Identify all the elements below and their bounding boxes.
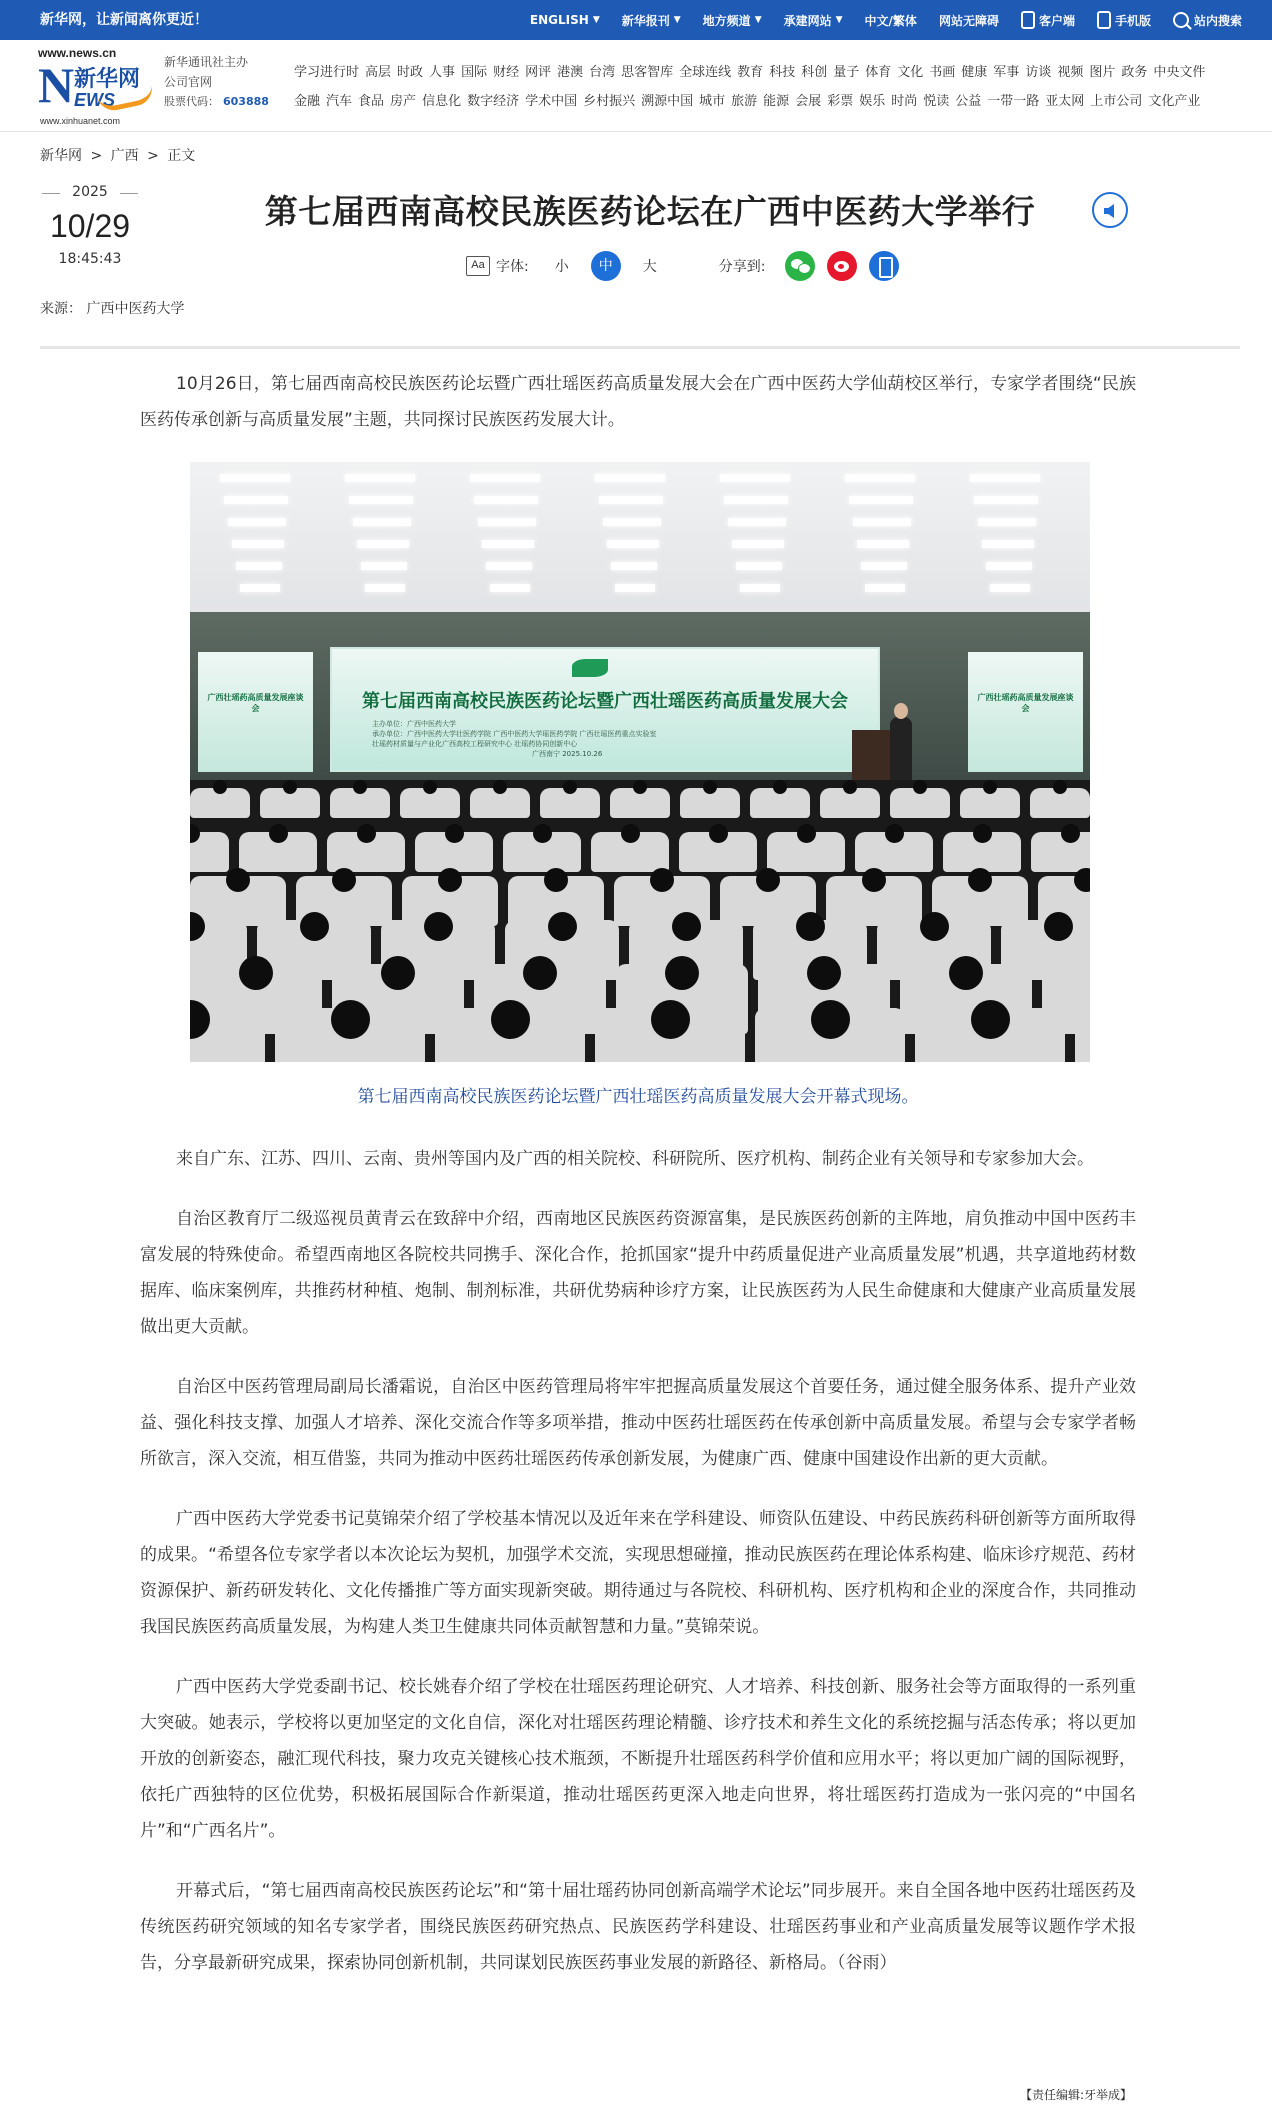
audience-head (773, 780, 787, 794)
audience-head (650, 868, 674, 892)
article-paragraph: 广西中医药大学党委书记莫锦荣介绍了学校基本情况以及近年来在学科建设、师资队伍建设、中药民族药科研创新等方面所取得的成果。“希望各位专家学者以本次论坛为契机，加强学术交流，实现思想碰撞，推动民族医药在理论体系构建、临床诊疗规范、药材资源保护、新药研发转化、文化传播推广等方面实现新突破。期待通过与各院校、科研机构、医疗机构和企业的深度合作，共同推动我国民族医药高质量发展，为构建人类卫生健康共同体贡献智慧和力量。”莫锦荣说。 (140, 1509, 1136, 1637)
nav-site-search[interactable] (1173, 12, 1242, 29)
ceiling-light (728, 518, 786, 526)
publish-year: 2025 (40, 184, 140, 200)
nav-simplified-traditional[interactable] (865, 12, 917, 29)
breadcrumb-sep: > (147, 148, 159, 164)
audience-head (756, 868, 780, 892)
channel-link[interactable]: 公益 (955, 94, 982, 109)
nav-client-app-label: 客户端 (1038, 13, 1075, 28)
speaker-icon (1104, 204, 1114, 218)
ceiling-light (228, 518, 286, 526)
ceiling-light (736, 562, 782, 570)
read-aloud-button[interactable] (1092, 192, 1128, 228)
screen-sub-line: 主办单位：广西中医药大学 (372, 720, 456, 728)
channel-link[interactable]: 高层 (365, 65, 392, 80)
channel-link[interactable]: 娱乐 (859, 94, 886, 109)
ceiling-light (986, 562, 1032, 570)
channel-link[interactable]: 食品 (358, 94, 385, 109)
audience-head (1053, 780, 1067, 794)
channel-link[interactable]: 中央文件 (1153, 65, 1206, 80)
audience-head (491, 1000, 530, 1039)
ceiling-light (220, 474, 290, 482)
ceiling-light (224, 496, 288, 504)
sponsor-info (164, 52, 274, 112)
channel-link[interactable]: 军事 (993, 65, 1020, 80)
audience-head (1044, 912, 1073, 941)
channel-link[interactable]: 全球连线 (679, 65, 732, 80)
stock-code (164, 92, 274, 112)
screen-sub-line: 壮瑶药材质量与产业化广西高校工程研究中心 壮瑶药协同创新中心 (372, 740, 578, 748)
screen-title: 第七届西南高校民族医药论坛暨广西壮瑶医药高质量发展大会 (362, 691, 848, 712)
photo-side-screen-right (968, 652, 1083, 772)
nav-newspapers-label: 新华报刊 (621, 13, 670, 28)
channel-link[interactable]: 亚太网 (1045, 94, 1085, 109)
ceiling-light (232, 540, 284, 548)
photo-audience (190, 780, 1090, 1062)
audience-head (523, 956, 557, 990)
audience-head (672, 912, 701, 941)
nav-local-channels[interactable] (703, 12, 762, 29)
channel-link[interactable]: 旅游 (731, 94, 758, 109)
audience-head (423, 780, 437, 794)
audience-head (983, 780, 997, 794)
channel-link[interactable]: 科创 (801, 65, 828, 80)
site-slogan: 新华网，让新闻离你更近！ (40, 12, 208, 28)
audience-head (548, 912, 577, 941)
search-icon (1173, 12, 1189, 28)
ceiling-light (482, 540, 534, 548)
article-source: 来源： 广西中医药大学 (40, 301, 185, 317)
audience-head (920, 912, 949, 941)
ceiling-light (603, 518, 661, 526)
ceiling-light (978, 518, 1036, 526)
audience-head (300, 912, 329, 941)
channel-link[interactable]: 台湾 (589, 65, 616, 80)
article-paragraph: 自治区教育厅二级巡视员黄青云在致辞中介绍，西南地区民族医药资源富集，是民族医药创新的主阵地，肩负推动中国中医药丰富发展的特殊使命。希望西南地区各院校共同携手、深化合作，抢抓国家“提升中药质量促进产业高质量发展”机遇，共享道地药材数据库、临床案例库，共推药材种植、炮制、制剂标准，共研优势病种诊疗方案，让民族医药为人民生命健康和大健康产业高质量发展做出更大贡献。 (140, 1209, 1136, 1337)
mobile-share-icon[interactable] (869, 251, 899, 281)
ceiling-light (724, 496, 788, 504)
sponsor-line1: 新华通讯社主办 (164, 55, 249, 69)
chevron-down-icon: ▼ (673, 15, 681, 25)
ceiling-light (990, 584, 1030, 592)
ceiling-light (857, 540, 909, 548)
channel-link[interactable]: 图片 (1089, 65, 1116, 80)
ceiling-light (349, 496, 413, 504)
channel-link[interactable]: 港澳 (557, 65, 584, 80)
audience-head (811, 1000, 850, 1039)
ceiling-light (474, 496, 538, 504)
audience-head (381, 956, 415, 990)
article-photo (190, 462, 1090, 1062)
audience-head (843, 780, 857, 794)
ceiling-light (849, 496, 913, 504)
nav-local-channels-label: 地方频道 (702, 13, 751, 28)
nav-newspapers[interactable] (622, 12, 681, 29)
header-divider (40, 346, 1240, 349)
ceiling-light (595, 474, 665, 482)
logo-url: www.xinhuanet.com (40, 116, 121, 126)
channel-link[interactable]: 汽车 (326, 94, 353, 109)
audience-head (544, 868, 568, 892)
university-logo-mark (572, 659, 608, 677)
article-paragraph: 来自广东、江苏、四川、云南、贵州等国内及广西的相关院校、科研院所、医疗机构、制药企业有关领导和专家参加大会。 (176, 1149, 1094, 1169)
nav-simplified-traditional-label: 中文/繁体 (864, 13, 917, 28)
publish-month-day: 10/29 (49, 208, 131, 244)
ceiling-light (486, 562, 532, 570)
weibo-share-icon[interactable] (827, 251, 857, 281)
channel-link[interactable]: 政务 (1121, 65, 1148, 80)
screen-place-date: 广西南宁 2025.10.26 (532, 750, 603, 758)
stock-code-value[interactable]: 603888 (223, 95, 269, 108)
audience-head (968, 868, 992, 892)
channel-link[interactable]: 文化产业 (1148, 94, 1201, 109)
audience-head (331, 1000, 370, 1039)
channel-link[interactable]: 体育 (865, 65, 892, 80)
ceiling-light (845, 474, 915, 482)
audience-head (796, 912, 825, 941)
ceiling-light (240, 584, 280, 592)
audience-seat (1031, 832, 1090, 872)
breadcrumb-current: 正文 (167, 148, 196, 164)
logo-cn-name: 新华网 (74, 67, 141, 92)
channel-link[interactable]: 人事 (429, 65, 456, 80)
audience-head (973, 824, 992, 843)
audience-head (445, 824, 464, 843)
channel-link[interactable]: 量子 (833, 65, 860, 80)
logo-domain: www.news.cn (38, 46, 117, 60)
top-nav (508, 0, 1242, 40)
sponsor-line2: 公司官网 (164, 75, 213, 89)
ceiling-light (865, 584, 905, 592)
audience-head (226, 868, 250, 892)
channel-link[interactable]: 房产 (390, 94, 417, 109)
nav-mobile[interactable] (1097, 11, 1151, 29)
photo-main-screen (330, 647, 880, 772)
ceiling-light (361, 562, 407, 570)
channel-link[interactable]: 乡村振兴 (583, 94, 636, 109)
ceiling-light (982, 540, 1034, 548)
ceiling-light (970, 474, 1040, 482)
nav-english[interactable] (530, 13, 600, 27)
audience-head (633, 780, 647, 794)
channel-link[interactable]: 上市公司 (1090, 94, 1143, 109)
article-tools (466, 250, 899, 282)
audience-head (438, 868, 462, 892)
channel-link[interactable]: 学习进行时 (294, 65, 360, 80)
chevron-down-icon: ▼ (754, 15, 762, 25)
audience-head (971, 1000, 1010, 1039)
audience-head (621, 824, 640, 843)
audience-seat (1075, 1008, 1090, 1062)
channel-link[interactable]: 悦读 (923, 94, 950, 109)
share-label: 分享到: (718, 259, 766, 275)
ceiling-light (365, 584, 405, 592)
ceiling-light (853, 518, 911, 526)
side-screen-title: 广西壮瑶药高质量发展座谈会 (207, 693, 304, 713)
font-size-small-button[interactable]: 小 (554, 259, 569, 275)
ceiling-light (357, 540, 409, 548)
nav-client-app[interactable] (1021, 11, 1075, 29)
phone-icon (1021, 11, 1035, 29)
nav-mobile-label: 手机版 (1114, 13, 1151, 28)
breadcrumb-sep: > (90, 148, 103, 164)
nav-accessibility[interactable] (939, 12, 999, 29)
channel-link[interactable]: 数字经济 (467, 94, 520, 109)
article-paragraph: 开幕式后，“第七届西南高校民族医药论坛”和“第十届壮瑶药协同创新高端学术论坛”同步展开。来自全国各地中医药壮瑶医药及传统医药研究领域的知名专家学者，围绕民族医药研究热点、民族医药学科建设、壮瑶医药事业和产业高质量发展等议题作学术报告，分享最新研究成果，探索协同创新机制，共同谋划民族医药事业发展的新路径、新格局。（谷雨） (140, 1881, 1136, 1973)
logo-n-letter: N (38, 57, 75, 113)
channel-link[interactable]: 书画 (929, 65, 956, 80)
nav-accessibility-label: 网站无障碍 (938, 13, 999, 28)
channel-link[interactable]: 学术中国 (525, 94, 578, 109)
xinhua-logo[interactable] (38, 46, 158, 126)
audience-head (862, 868, 886, 892)
audience-head (493, 780, 507, 794)
publish-time: 18:45:43 (58, 251, 122, 267)
article-title: 第七届西南高校民族医药论坛在广西中医药大学举行 (264, 192, 1036, 231)
channel-link[interactable]: 国际 (461, 65, 488, 80)
channel-link[interactable]: 会展 (795, 94, 822, 109)
breadcrumb (40, 145, 199, 165)
article-paragraph: 10月26日，第七届西南高校民族医药论坛暨广西壮瑶医药高质量发展大会在广西中医药大学仙葫校区举行，专家学者围绕“民族医药传承创新与高质量发展”主题，共同探讨民族医药发展大计。 (140, 374, 1136, 430)
ceiling-light (720, 474, 790, 482)
audience-head (353, 780, 367, 794)
channel-link[interactable]: 能源 (763, 94, 790, 109)
ceiling-light (974, 496, 1038, 504)
ceiling-light (490, 584, 530, 592)
photo-caption: 第七届西南高校民族医药论坛暨广西壮瑶医药高质量发展大会开幕式现场。 (357, 1087, 919, 1107)
ceiling-light (615, 584, 655, 592)
channel-link[interactable]: 一带一路 (987, 94, 1040, 109)
photo-speaker (890, 717, 912, 787)
ceiling-light (732, 540, 784, 548)
nav-hosted-sites[interactable] (784, 12, 843, 29)
channel-link[interactable]: 金融 (294, 94, 321, 109)
logo-ews-text: EWS (74, 90, 116, 110)
audience-head (709, 824, 728, 843)
breadcrumb-section[interactable]: 广西 (110, 148, 139, 164)
font-size-large-button[interactable]: 大 (642, 259, 657, 275)
audience-head (332, 868, 356, 892)
nav-hosted-sites-label: 承建网站 (783, 13, 832, 28)
stock-code-label: 股票代码： (164, 95, 219, 108)
audience-head (424, 912, 453, 941)
ceiling-light (470, 474, 540, 482)
ceiling-light (599, 496, 663, 504)
audience-head (283, 780, 297, 794)
ceiling-light (236, 562, 282, 570)
audience-head (269, 824, 288, 843)
chevron-down-icon: ▼ (835, 15, 843, 25)
audience-head (807, 956, 841, 990)
mobile-icon (1097, 11, 1111, 29)
channel-link[interactable]: 溯源中国 (641, 94, 694, 109)
screen-subtitle (372, 719, 656, 759)
ceiling-light (607, 540, 659, 548)
ceiling-light (478, 518, 536, 526)
channel-link[interactable]: 彩票 (827, 94, 854, 109)
top-bar (0, 0, 1272, 40)
audience-head (665, 956, 699, 990)
side-screen-title: 广西壮瑶药高质量发展座谈会 (977, 693, 1074, 713)
audience-head (797, 824, 816, 843)
audience-head (213, 780, 227, 794)
channel-link[interactable]: 视频 (1057, 65, 1084, 80)
screen-sub-line: 承办单位：广西中医药大学壮医药学院 广西中医药大学瑶医药学院 广西壮瑶医药重点实验室 (372, 730, 657, 738)
font-size-icon: Aa (466, 256, 490, 276)
site-header (0, 40, 1272, 132)
chevron-down-icon: ▼ (592, 15, 600, 25)
breadcrumb-home[interactable]: 新华网 (40, 148, 82, 164)
article-paragraph: 自治区中医药管理局副局长潘霜说，自治区中医药管理局将牢牢把握高质量发展这个首要任务，通过健全服务体系、提升产业效益、强化科技支撑、加强人才培养、深化交流合作等多项举措，推动中医药壮瑶医药在传承创新中高质量发展。希望与会专家学者畅所欲言，深入交流，相互借鉴，共同为推动中医药壮瑶医药传承创新发展，为健康广西、健康中国建设作出新的更大贡献。 (140, 1377, 1136, 1469)
nav-english-label: ENGLISH (529, 13, 589, 27)
channel-link[interactable]: 城市 (699, 94, 726, 109)
channel-link[interactable]: 访谈 (1025, 65, 1052, 80)
channel-link[interactable]: 教育 (737, 65, 764, 80)
audience-head (651, 1000, 690, 1039)
audience-head (1061, 824, 1080, 843)
channel-link[interactable]: 信息化 (422, 94, 462, 109)
channel-link[interactable]: 网评 (525, 65, 552, 80)
audience-head (533, 824, 552, 843)
ceiling-light (861, 562, 907, 570)
channel-link[interactable]: 科技 (769, 65, 796, 80)
channel-link[interactable]: 文化 (897, 65, 924, 80)
article-paragraph: 广西中医药大学党委副书记、校长姚春介绍了学校在壮瑶医药理论研究、人才培养、科技创新、服务社会等方面取得的一系列重大突破。她表示，学校将以更加坚定的文化自信，深化对壮瑶医药理论精髓、诊疗技术和养生文化的系统挖掘与活态传承；将以更加开放的创新姿态，融汇现代科技，聚力攻克关键核心技术瓶颈，不断提升壮瑶医药科学价值和应用水平；将以更加广阔的国际视野，依托广西独特的区位优势，积极拓展国际合作新渠道，推动壮瑶医药更深入地走向世界，将壮瑶医药打造成为一张闪亮的“中国名片”和“广西名片”。 (140, 1677, 1136, 1841)
ceiling-light (611, 562, 657, 570)
audience-head (703, 780, 717, 794)
channel-link[interactable]: 财经 (493, 65, 520, 80)
audience-head (913, 780, 927, 794)
photo-side-screen-left (198, 652, 313, 772)
article-body (140, 366, 1136, 2005)
publish-date (40, 184, 180, 267)
channel-link[interactable]: 时政 (397, 65, 424, 80)
channel-link[interactable]: 健康 (961, 65, 988, 80)
audience-head (563, 780, 577, 794)
nav-site-search-label: 站内搜索 (1193, 13, 1242, 28)
wechat-share-icon[interactable] (785, 251, 815, 281)
ceiling-light (345, 474, 415, 482)
ceiling-light (353, 518, 411, 526)
font-size-label: 字体: (496, 259, 529, 275)
ceiling-light (740, 584, 780, 592)
audience-head (357, 824, 376, 843)
responsible-editor: 【责任编辑:牙举成】 (1020, 2088, 1133, 2102)
font-size-medium-button[interactable]: 中 (591, 251, 621, 281)
audience-head (949, 956, 983, 990)
audience-head (885, 824, 904, 843)
channel-nav (294, 58, 1244, 116)
audience-head (239, 956, 273, 990)
channel-link[interactable]: 思客智库 (621, 65, 674, 80)
channel-link[interactable]: 时尚 (891, 94, 918, 109)
